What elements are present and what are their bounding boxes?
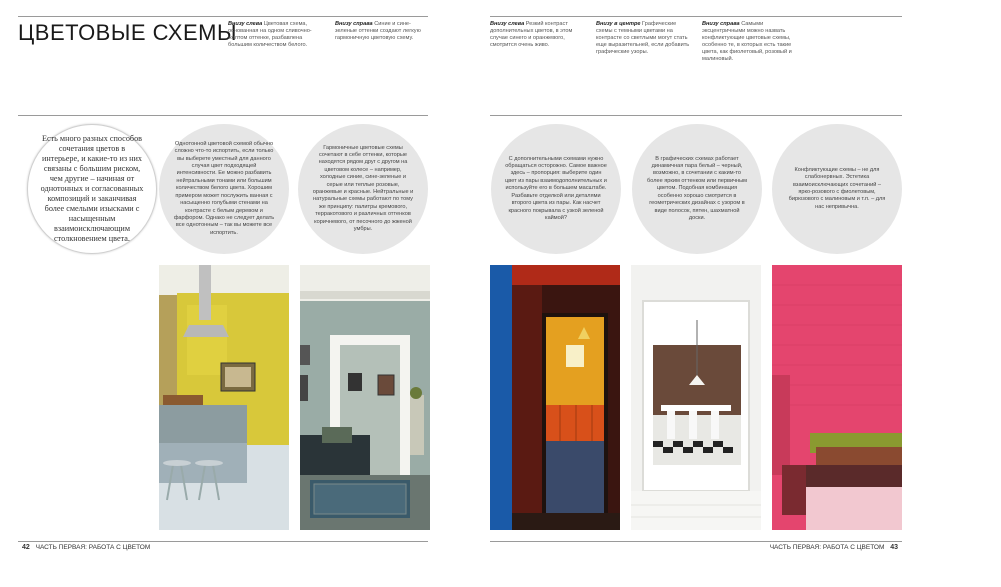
yellow-kitchen-image bbox=[159, 265, 289, 530]
caption-text: Самыми эксцентричными можно назвать конфликтующие цветовые схемы, особенно те, в которых есть такие цвета, как фиолетовый, розовый и малиновый. bbox=[702, 21, 792, 62]
caption-label: Внизу справа bbox=[702, 21, 740, 27]
caption-bottom-right bbox=[702, 21, 798, 63]
footer-left bbox=[18, 544, 150, 551]
circle-text: Однотонной цветовой схемой обычно сложно что-то испортить, если только вы выберете уместный для данного случая цвет подходящей интенсивности. Ее можно разбавить нейтральными тонами или большим количеством белого цвета. Хорошим примером может послужить ванная с насыщенно голубыми стенами на контрасте с белым деревом и фарфором. Однако не следует делать все однотонным – так вы можете все испортить. bbox=[173, 140, 275, 236]
clashing-circle bbox=[772, 124, 902, 254]
circle-text: С дополнительными схемами нужно обращаться осторожно. Самое важное здесь – пропорция: выберите один цвет из пары взаимодополнительных и используйте его в большем масштабе. Разбавьте отделкой или деталями второго цвета из пары. Как насчет красного покрывала с узкой зеленой каймой? bbox=[505, 155, 607, 221]
circle-text: Конфликтующие схемы – не для слабонервных. Эстетика взаимоисключающих сочетаний – ярко-розового с фиолетовым, бирюзового с малиновым и т.п. – для нас непривычна. bbox=[788, 166, 886, 210]
intro-text: Есть много разных способов сочетания цветов в интерьере, и какие-то из них связаны с большим риском, чем другие – начиная от однотонных и согласованных композиций и заканчивая более смелыми изысками с насыщенным взаимоисключающим столкновением цвета. bbox=[40, 134, 144, 243]
caption-text: Цветовая схема, основанная на одном сливочно-желтом оттенке, разбавлена большим количеством белого. bbox=[228, 21, 312, 48]
caption-label: Внизу слева bbox=[490, 21, 525, 27]
photo-pink-bedroom bbox=[772, 265, 902, 530]
photo-yellow-kitchen bbox=[159, 265, 289, 530]
graphic-circle bbox=[632, 124, 762, 254]
top-rule bbox=[490, 16, 902, 17]
footer-right bbox=[490, 544, 902, 551]
top-rule bbox=[18, 16, 428, 17]
blue-orange-image bbox=[490, 265, 620, 530]
caption-label: Внизу в центре bbox=[596, 21, 641, 27]
caption-bottom-left bbox=[490, 21, 586, 49]
monochrome-circle bbox=[159, 124, 289, 254]
caption-text: Резкий контраст дополнительных цветов, в этом случае синего и оранжевого, смотрится очень живо. bbox=[490, 21, 573, 48]
section-rule bbox=[490, 115, 902, 116]
photo-blue-orange bbox=[490, 265, 620, 530]
complementary-circle bbox=[491, 124, 621, 254]
caption-text: Синие и сине-зеленые оттенки создают легкую гармоничную цветовую схему. bbox=[335, 21, 421, 41]
caption-label: Внизу справа bbox=[335, 21, 373, 27]
circle-text: Гармоничные цветовые схемы сочетают в себе оттенки, которые находятся рядом друг с другом на цветовом колесе – например, холодные синие, сине-зеленые и серые или теплые розовые, оранжевые и красные. Нейтральные и натуральные схемы работают по тому же принципу: палитры кремового, терракотового и различных оттенков коричневого, от песочного до жженой умбры. bbox=[312, 144, 414, 233]
left-page bbox=[0, 0, 490, 587]
pink-bedroom-image bbox=[772, 265, 902, 530]
running-footer: ЧАСТЬ ПЕРВАЯ: РАБОТА С ЦВЕТОМ bbox=[769, 544, 885, 551]
intro-circle bbox=[27, 124, 157, 254]
section-rule bbox=[18, 115, 428, 116]
right-page bbox=[490, 0, 1001, 587]
caption-bottom-center bbox=[596, 21, 692, 56]
bluegreen-room-image bbox=[300, 265, 430, 530]
footer-rule bbox=[490, 541, 902, 542]
photo-black-white bbox=[631, 265, 761, 530]
photo-bluegreen-room bbox=[300, 265, 430, 530]
footer-rule bbox=[18, 541, 428, 542]
running-footer: ЧАСТЬ ПЕРВАЯ: РАБОТА С ЦВЕТОМ bbox=[35, 544, 151, 551]
page-title: ЦВЕТОВЫЕ СХЕМЫ bbox=[18, 20, 237, 45]
caption-label: Внизу слева bbox=[228, 21, 263, 27]
black-white-image bbox=[631, 265, 761, 530]
page-number: 42 bbox=[22, 544, 30, 551]
caption-bottom-right bbox=[335, 21, 427, 42]
circle-text: В графических схемах работает динамичная пара белый – черный, возможно, в сочетании с каким-то более ярким оттенком или первичным цветом. Подобная комбинация особенно хорошо смотрится в геометрических дизайнах с узором в виде полосок, пятен, шахматной доски. bbox=[647, 155, 747, 221]
page-number: 43 bbox=[890, 544, 898, 551]
harmonious-circle bbox=[298, 124, 428, 254]
caption-bottom-left bbox=[228, 21, 326, 49]
caption-text: Графические схемы с темными цветами на контрасте со светлыми могут стать еще выразительней, если добавить графические узоры. bbox=[596, 21, 690, 55]
